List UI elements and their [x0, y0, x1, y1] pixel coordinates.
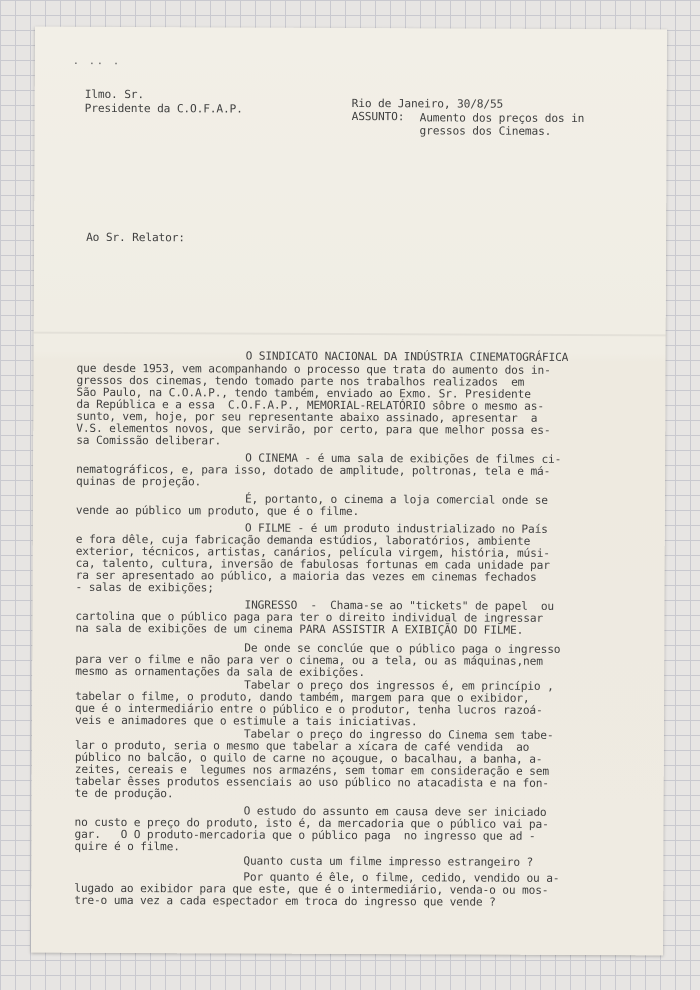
p4-line-6: - salas de exibições;	[75, 580, 214, 595]
place-date: Rio de Janeiro, 30/8/55	[351, 97, 504, 111]
p8-line-3: público no balcão, o quilo de carne no açougue, o bacalhau, a banha, a-	[74, 750, 543, 766]
p9-line-1: O estudo do assunto em causa deve ser iniciado	[243, 804, 547, 819]
p8-line-5: tabelar êsses produtos essenciais ao uso público no atacadista e na fon-	[74, 774, 549, 790]
p5-line-3: na sala de exibições de um cinema PARA ASSISTIR A EXIBIÇÃO DO FILME.	[75, 621, 524, 637]
document-sheet	[31, 27, 667, 956]
p11-line-2: lugado ao exibidor para que este, que é o intermediário, venda-o ou mos-	[74, 881, 549, 897]
p1-line-1: O SINDICATO NACIONAL DA INDÚSTRIA CINEMATOGRÁFICA	[245, 349, 569, 364]
recipient-line-1: Ilmo. Sr.	[84, 87, 145, 102]
p3-line-2: vende ao público um produto, que é o filme.	[75, 503, 360, 519]
subject-line-2: gressos dos Cinemas.	[419, 124, 552, 138]
salutation: Ao Sr. Relator:	[86, 230, 185, 245]
p9-line-3: gar. O O produto-mercadoria que o público paga no ingresso que ad -	[74, 827, 536, 843]
p8-line-4: zeites, cereais e legumes nos armazéns, sem tomar em consideração e sem	[74, 762, 549, 778]
p11-line-3: tre-o uma vez a cada espectador em troca do ingresso que vende ?	[74, 893, 496, 909]
subject-line-1: Aumento dos preços dos in	[419, 111, 585, 126]
p4-line-5: ra ser apresentado ao público, a maioria das vezes em cinemas fechados	[75, 568, 537, 584]
p7-line-3: que é o intermediário entre o público e o produtor, tenha lucros razoá-	[75, 701, 543, 717]
p7-line-4: veis e animadores que o estimule a tais iniciativas.	[74, 713, 418, 729]
p4-line-3: exterior, técnicos, artistas, canários, película virgem, história, músi-	[75, 544, 550, 560]
p1-line-3: gressos dos cinemas, tendo tomado parte nos trabalhos realizados em	[76, 373, 525, 389]
p8-line-1: Tabelar o preço do ingresso do Cinema sem tabe-	[243, 727, 554, 742]
p11-line-1: Por quanto é êle, o filme, cedido, vendido ou a-	[243, 870, 560, 885]
p9-line-4: quire é o filme.	[74, 839, 180, 854]
p1-line-5: da República e a essa C.O.F.A.P., MEMORIAL-RELATÓRIO sôbre o mesmo as-	[76, 397, 544, 413]
p2-line-2: nematográficos, e, para isso, dotado de amplitude, poltronas, tela e má-	[76, 462, 551, 478]
p1-line-7: V.S. elementos novos, que servirão, por certo, para que melhor possa es-	[76, 421, 551, 437]
p8-line-2: lar o produto, seria o mesmo que tabelar a xícara de café vendida ao	[74, 738, 530, 754]
p2-line-1: O CINEMA - é uma sala de exibições de filmes ci-	[245, 451, 562, 466]
p8-line-6: te de produção.	[74, 786, 174, 801]
p1-line-4: São Paulo, na C.O.A.P., tendo também, enviado ao Exmo. Sr. Presidente	[76, 385, 531, 401]
p1-line-2: que desde 1953, vem acompanhando o processo que trata do aumento dos in-	[76, 361, 551, 377]
fold-crease	[34, 332, 666, 337]
staple-marks: · ·· ·	[72, 58, 122, 71]
p10-line-1: Quanto custa um filme impresso estrangeiro ?	[243, 854, 534, 869]
p4-line-4: ca, talento, cultura, inversão de fabulosas fortunas em cada unidade par	[75, 556, 550, 572]
p6-line-2: para ver o filme e não para ver o cinema, ou a tela, ou as máquinas,nem	[75, 652, 543, 668]
p7-line-1: Tabelar o preço dos ingressos é, em princípio ,	[244, 678, 554, 693]
p1-line-6: sunto, vem, hoje, por seu representante abaixo assinado, apresentar a	[76, 409, 538, 425]
p4-line-1: O FILME - é um produto industrializado no País	[244, 521, 548, 536]
p5-line-1: INGRESSO - Chama-se ao "tickets" de papel ou	[244, 598, 555, 613]
p6-line-1: De onde se conclúe que o público paga o ingresso	[244, 641, 561, 656]
recipient-line-2: Presidente da C.O.F.A.P.	[84, 101, 243, 116]
p2-line-3: quinas de projeção.	[76, 474, 202, 489]
p6-line-3: mesmo as ornamentações da sala de exibições.	[75, 664, 366, 680]
p5-line-2: cartolina que o público paga para ter o direito individual de ingressar	[75, 609, 544, 625]
p3-line-1: É, portanto, o cinema a loja comercial onde se	[244, 492, 548, 507]
subject-label: ASSUNTO:	[351, 110, 405, 124]
p7-line-2: tabelar o filme, o produto, dando também, margem para que o exibidor,	[75, 689, 530, 705]
p9-line-2: no custo e preço do produto, isto é, da mercadoria que o público vai pa-	[74, 815, 549, 831]
p4-line-2: e fora dêle, cuja fabricação demanda estúdios, laboratórios, ambiente	[75, 532, 531, 548]
p1-line-8: sa Comissão deliberar.	[76, 433, 222, 448]
